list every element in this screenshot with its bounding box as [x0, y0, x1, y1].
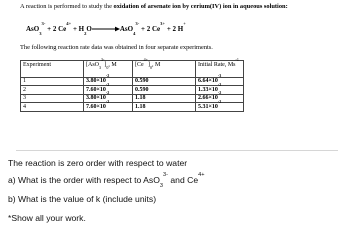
cell-mantissa: 5.31×10 [198, 103, 218, 110]
cell-mantissa: 1.33×10 [198, 86, 218, 93]
header-sup: -1 [235, 57, 239, 62]
cell-exponent: -3 [217, 73, 222, 79]
cell-exponent: -2 [217, 90, 222, 96]
eq-cerium-iii: + 2 Ce [139, 25, 161, 33]
cell-exponent: -2 [217, 98, 222, 104]
cell-exponent: -2 [105, 90, 110, 96]
cell-cerium-conc: 0.590 [133, 78, 196, 86]
eq-water: + H [71, 25, 85, 33]
question-a-text: a) What is the order with respect to AsO [8, 175, 160, 185]
rate-data-table [20, 57, 244, 112]
data-intro-text: The following reaction rate data was obtained in four separate experiments. [20, 44, 213, 51]
cell-experiment: 2 [21, 86, 84, 94]
cell-cerium-conc: 0.590 [133, 86, 196, 94]
eq-sup: 3- [41, 21, 46, 27]
intro-bold-text: oxidation of arsenate ion by cerium(IV) ion in aqueous solution: [113, 3, 288, 10]
question-a-sub: 3 [159, 183, 164, 190]
header-text: , M [108, 62, 117, 68]
cell-exponent: -2 [105, 98, 110, 104]
table-row [21, 94, 244, 102]
header-sub: 0 [106, 65, 109, 71]
header-cerium-conc [133, 57, 196, 78]
question-a-text: and Ce [168, 175, 199, 185]
eq-cerium-iv: + 2 Ce [45, 25, 67, 33]
question-b: b) What is the value of k (include units) [8, 194, 157, 204]
cell-exponent: -2 [105, 81, 110, 87]
header-text: ] [147, 62, 150, 68]
chemical-equation [26, 21, 186, 36]
problem-intro [20, 3, 288, 11]
zero-order-statement: The reaction is zero order with respect to water [8, 158, 188, 168]
eq-reactant-arsenite: AsO [26, 25, 40, 33]
show-work-note: *Show all your work. [8, 213, 86, 223]
question-a [8, 172, 205, 190]
cell-mantissa: 7.60×10 [86, 86, 106, 93]
eq-sup: 3+ [160, 21, 166, 27]
cell-exponent: -2 [105, 73, 110, 79]
eq-product-arsenate: AsO [119, 25, 134, 33]
cell-cerium-conc: 1.18 [133, 94, 196, 102]
eq-sub: 2 [84, 30, 87, 36]
eq-sup: 4+ [66, 21, 72, 27]
cell-mantissa: 7.60×10 [86, 103, 106, 110]
header-text: [AsO [86, 62, 99, 68]
eq-sup: 3- [135, 21, 140, 27]
eq-sup: + [183, 21, 186, 27]
table-row [21, 78, 244, 86]
header-sub: 0 [149, 65, 152, 71]
header-sub: 3 [99, 65, 101, 71]
cell-experiment: 1 [21, 78, 84, 86]
eq-hydrogen-ion: + 2 H [165, 25, 184, 33]
header-sup: 3- [101, 57, 105, 62]
header-experiment-label: Experiment [23, 62, 51, 68]
intro-text: A reaction is performed to study the [20, 3, 114, 10]
cell-exponent: -2 [217, 81, 222, 87]
table-row [21, 103, 244, 111]
cell-experiment: 4 [21, 103, 84, 111]
cell-mantissa: 2.66×10 [198, 95, 218, 102]
cell-mantissa: 3.80×10 [86, 95, 106, 102]
cell-experiment: 3 [21, 94, 84, 102]
reaction-arrow-icon [92, 26, 120, 32]
eq-water-o: O [86, 25, 92, 33]
header-text: ] [104, 62, 107, 68]
eq-sub: 3 [39, 30, 42, 36]
header-sup: 4+ [143, 57, 148, 62]
cell-mantissa: 6.64×10 [198, 78, 218, 85]
table-row [21, 86, 244, 94]
problem-image [16, 0, 338, 151]
header-text: Initial Rate, Ms [198, 62, 236, 68]
header-text: , M [151, 62, 161, 68]
cell-mantissa: 3.80×10 [86, 78, 106, 85]
table-header-row [21, 61, 244, 78]
header-text: [Ce [135, 62, 144, 68]
eq-sub: 4 [133, 30, 136, 36]
header-experiment [21, 61, 84, 78]
question-a-sup: 4+ [198, 172, 205, 179]
cell-cerium-conc: 1.18 [133, 103, 196, 111]
question-a-sup: 3- [163, 172, 168, 179]
